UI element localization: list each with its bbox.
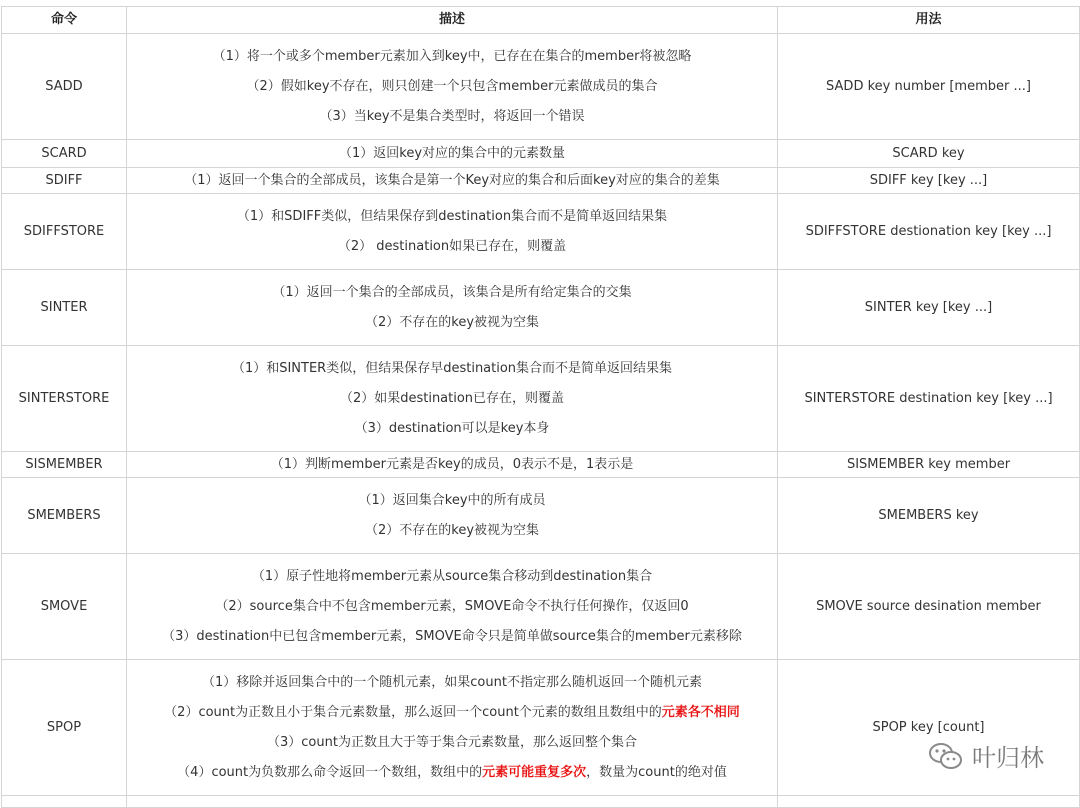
description-cell — [127, 554, 778, 660]
usage-cell: SCARD key — [778, 140, 1080, 168]
description-line — [131, 283, 773, 303]
description-line — [131, 77, 773, 97]
description-cell — [127, 194, 778, 270]
description-line — [131, 144, 773, 164]
command-cell: SADD — [2, 34, 127, 140]
description-line — [131, 455, 773, 475]
command-cell: SDIFFSTORE — [2, 194, 127, 270]
table-row — [2, 660, 1080, 796]
wechat-icon — [928, 741, 964, 771]
description-text: （4）count为负数那么命令返回一个数组，数组中的 — [177, 764, 483, 780]
command-cell: SCARD — [2, 140, 127, 168]
command-cell: SINTERSTORE — [2, 346, 127, 452]
header-command: 命令 — [2, 7, 127, 34]
description-text: （2）count为正数且小于集合元素数量，那么返回一个count个元素的数组且数组中的 — [164, 704, 662, 720]
description-line — [131, 733, 773, 753]
description-line — [131, 359, 773, 379]
description-cell — [127, 478, 778, 554]
description-line — [131, 763, 773, 783]
header-description: 描述 — [127, 7, 778, 34]
description-text: （2）假如key不存在，则只创建一个只包含member元素做成员的集合 — [246, 78, 658, 94]
description-text: （3）当key不是集合类型时，将返回一个错误 — [319, 108, 585, 124]
usage-cell: SDIFFSTORE destionation key [key ...] — [778, 194, 1080, 270]
description-text: （1）和SINTER类似，但结果保存早destination集合而不是简单返回结果集 — [231, 360, 673, 376]
description-text: （2）source集合中不包含member元素，SMOVE命令不执行任何操作，仅返回0 — [215, 598, 689, 614]
description-cell — [127, 270, 778, 346]
description-text: （1）返回一个集合的全部成员，该集合是第一个Key对应的集合和后面key对应的集合的差集 — [184, 172, 720, 188]
highlight-text: 元素可能重复多次 — [482, 764, 587, 780]
description-text: ，数量为count的绝对值 — [586, 764, 727, 780]
description-line — [131, 491, 773, 511]
watermark-text: 叶归林 — [972, 744, 1044, 772]
description-line — [131, 673, 773, 693]
table-row — [2, 452, 1080, 478]
highlight-text: 元素各不相同 — [661, 704, 740, 720]
description-text: （3）count为正数且大于等于集合元素数量，那么返回整个集合 — [267, 734, 637, 750]
table-row — [2, 478, 1080, 554]
header-row — [2, 7, 1080, 34]
description-text: （2）不存在的key被视为空集 — [364, 522, 540, 538]
description-text: （2） destination如果已存在，则覆盖 — [337, 238, 567, 254]
command-cell: SISMEMBER — [2, 452, 127, 478]
description-line — [131, 107, 773, 127]
description-line — [131, 521, 773, 541]
description-text: （1）返回一个集合的全部成员，该集合是所有给定集合的交集 — [272, 284, 632, 300]
table-row-partial — [2, 796, 1080, 808]
description-line — [131, 567, 773, 587]
description-text: （1）和SDIFF类似，但结果保存到destination集合而不是简单返回结果集 — [236, 208, 668, 224]
command-cell: SMOVE — [2, 554, 127, 660]
table-row — [2, 194, 1080, 270]
watermark — [928, 738, 1044, 773]
description-line — [131, 47, 773, 67]
empty-cell — [778, 796, 1080, 808]
description-cell — [127, 346, 778, 452]
description-text: （1）判断member元素是否key的成员，0表示不是，1表示是 — [270, 456, 634, 472]
description-line — [131, 207, 773, 227]
usage-cell: SMOVE source desination member — [778, 554, 1080, 660]
description-text: （3）destination可以是key本身 — [354, 420, 550, 436]
usage-cell: SMEMBERS key — [778, 478, 1080, 554]
description-line — [131, 597, 773, 617]
command-table — [1, 6, 1080, 808]
table-row — [2, 270, 1080, 346]
usage-cell: SPOP key [count] — [778, 660, 1080, 796]
header-usage: 用法 — [778, 7, 1080, 34]
usage-cell: SINTERSTORE destination key [key ...] — [778, 346, 1080, 452]
command-cell: SINTER — [2, 270, 127, 346]
description-line — [131, 237, 773, 257]
description-line — [131, 389, 773, 409]
table-row — [2, 168, 1080, 194]
description-line — [131, 703, 773, 723]
description-text: （1）返回集合key中的所有成员 — [358, 492, 546, 508]
description-cell — [127, 34, 778, 140]
usage-cell: SINTER key [key ...] — [778, 270, 1080, 346]
table-row — [2, 34, 1080, 140]
description-cell — [127, 452, 778, 478]
usage-cell: SISMEMBER key member — [778, 452, 1080, 478]
table-row — [2, 554, 1080, 660]
empty-cell — [2, 796, 127, 808]
description-text: （1）移除并返回集合中的一个随机元素，如果count不指定那么随机返回一个随机元素 — [202, 674, 702, 690]
description-text: （3）destination中已包含member元素，SMOVE命令只是简单做source集合的member元素移除 — [162, 628, 742, 644]
description-text: （2）如果destination已存在，则覆盖 — [339, 390, 565, 406]
description-text: （2）不存在的key被视为空集 — [364, 314, 540, 330]
command-cell: SDIFF — [2, 168, 127, 194]
command-cell: SMEMBERS — [2, 478, 127, 554]
description-line — [131, 419, 773, 439]
usage-cell: SADD key number [member ...] — [778, 34, 1080, 140]
empty-cell — [127, 796, 778, 808]
description-line — [131, 171, 773, 191]
description-text: （1）将一个或多个member元素加入到key中，已存在在集合的member将被忽略 — [212, 48, 692, 64]
description-text: （1）原子性地将member元素从source集合移动到destination集合 — [251, 568, 653, 584]
description-cell — [127, 140, 778, 168]
description-cell — [127, 168, 778, 194]
usage-cell: SDIFF key [key ...] — [778, 168, 1080, 194]
command-cell: SPOP — [2, 660, 127, 796]
description-line — [131, 313, 773, 333]
table-row — [2, 140, 1080, 168]
description-cell — [127, 660, 778, 796]
description-line — [131, 627, 773, 647]
table-row — [2, 346, 1080, 452]
description-text: （1）返回key对应的集合中的元素数量 — [338, 145, 566, 161]
